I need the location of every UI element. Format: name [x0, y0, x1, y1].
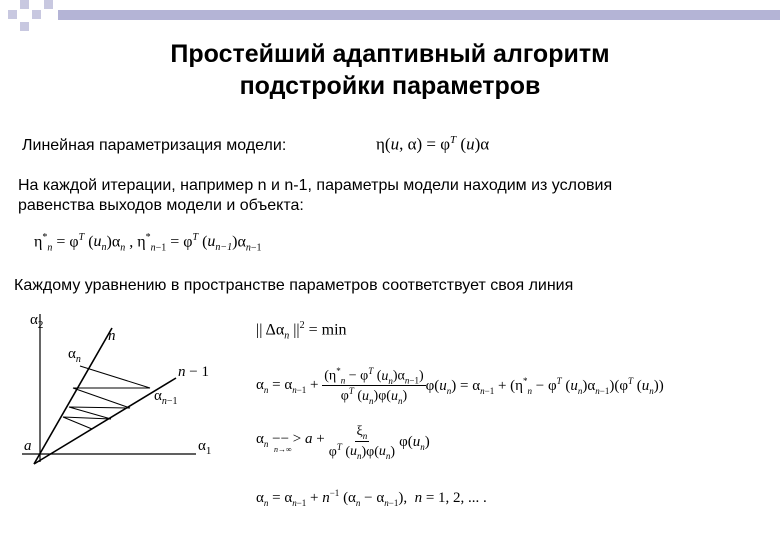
iteration-paragraph [18, 176, 612, 216]
formula-equality: $\eta^*_n = \varphi^T$ $(u_n)\alpha_n$ , $\eta^*_{n-1} = \varphi^T$ $(u_{n-1})\alpha_{n-1}$ [34, 232, 262, 254]
label-alpha-n-minus-1: $\alpha_{n-1}$ [154, 388, 178, 407]
label-a: a [24, 438, 32, 454]
lines-statement: Каждому уравнению в пространстве параметров соответствует своя линия [14, 277, 574, 294]
deco-square [44, 0, 53, 9]
formula-min-norm: || $\Delta\alpha_n$ $||^2 = \min$ [256, 320, 347, 342]
deco-square [32, 10, 41, 19]
deco-bar [58, 10, 780, 20]
deco-square [20, 0, 29, 9]
parameter-space-diagram [0, 300, 260, 480]
para-line-2: равенства выходов модели и объекта: [18, 197, 304, 214]
deco-square [20, 22, 29, 31]
formula-convergence: $\alpha_n$ −− > a + n→∞ $\xi_n$ $\varphi^T$ $(u_n)\varphi(u_n)$ $\varphi(u_n)$ [256, 424, 430, 462]
label-n-minus-1: n − 1 [178, 364, 209, 380]
label-n: n [108, 328, 116, 344]
formula-update-rule: $\alpha_n = \alpha_{n-1}$ + $\frac{(\eta^*_n - \varphi^T (u_n)\alpha_{n-1})}{\varphi^T (u_n)\varphi(u_n)}$ $\varphi(u_n) = \alpha_{n-1} + (\eta^*_n - \varphi^T$ $(u_n)\alpha_{n-1})(\varphi^T$ $(u_n)$) [256, 366, 664, 406]
para-line-1: На каждой итерации, например n и n-1, параметры модели находим из условия [18, 177, 613, 194]
slide-title [60, 38, 720, 102]
param-label: Линейная параметризация модели: [22, 137, 287, 154]
title-line-2: подстройки параметров [239, 72, 541, 100]
label-alpha2: $\alpha_2$ [30, 312, 44, 331]
label-alpha-n: $\alpha_n$ [68, 346, 81, 365]
slide-decoration [0, 0, 780, 40]
title-line-1: Простейший адаптивный алгоритм [170, 40, 610, 68]
formula-averaging: $\alpha_n = \alpha_{n-1} + n^{-1}$ $(\alpha_n - \alpha_{n-1})$, n = 1, 2, ... . [256, 488, 487, 508]
formula-linear-param: η(u, $\alpha) = \varphi^T$ (u)α [376, 134, 490, 154]
deco-square [8, 10, 17, 19]
label-alpha1: $\alpha_1$ [198, 438, 212, 457]
